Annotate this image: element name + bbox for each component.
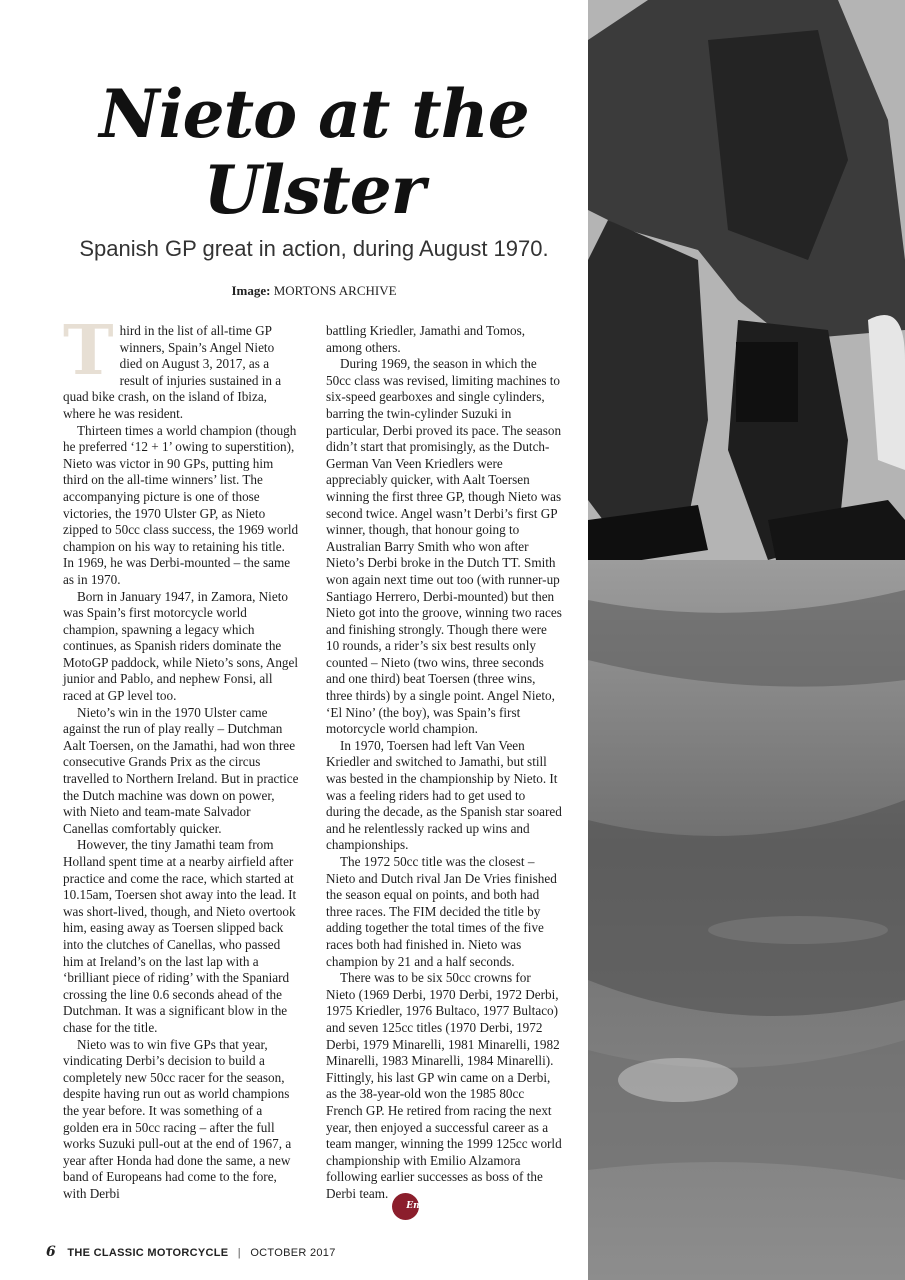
image-credit-label: Image: bbox=[231, 283, 271, 298]
article-paragraph: There was to be six 50cc crowns for Nieto (1969 Derbi, 1970 Derbi, 1972 Derbi, 1975 Kriedler, 1976 Bultaco, 1977 Bultaco) and seven 125cc titles (1970 Derbi, 1972 Derbi, 1979 Minarelli, 1981 Minarelli, 1982 Minarelli, 1983 Minarelli, 1984 Minarelli). Fittingly, his last GP win came on a Derbi, as the 38-year-old won the 1985 80cc French GP. He retired from racing the next year, then enjoyed a successful career as a team manger, winning the 1999 125cc world championship with Emilio Alzamora following earlier successes as boss of the Derbi team.End bbox=[326, 970, 562, 1220]
page-footer bbox=[46, 1244, 336, 1260]
image-credit bbox=[40, 283, 588, 299]
article-paragraph: Third in the list of all-time GP winners, Spain’s Angel Nieto died on August 3, 2017, as a result of injuries sustained in a quad bike crash, on the island of Ibiza, where he was resident. bbox=[63, 311, 282, 421]
title-line-1: Nieto at the bbox=[99, 75, 529, 153]
race-photo-illustration bbox=[588, 0, 905, 1280]
article-paragraph: In 1970, Toersen had left Van Veen Kriedler and switched to Jamathi, but still was bested in the championship by Nieto. It was a feeling riders had to get used to during the decade, as the Spanish star soared and he relentlessly racked up wins and championships. bbox=[326, 737, 562, 853]
article-paragraph: During 1969, the season in which the 50cc class was revised, limiting machines to six-speed gearboxes and single cylinders, barring the twin-cylinder Suzuki in particular, Derbi proved its pace. The season didn’t start that promisingly, as the Dutch-German Van Veen Kriedlers were appreciably quicker, with Aalt Toersen winning the first three GP, though Nieto was second twice. Angel wasn’t Derbi’s first GP winner, though, that honour going to Australian Barry Smith who won after Nieto’s Derbi broke in the Dutch TT. Smith won again next time out too (with runner-up Santiago Herrero, Derbi-mounted) but then Nieto got into the groove, winning two races and finishing strongly. Though there were 10 rounds, a rider’s six best results only counted – Nieto (two wins, three seconds and one third) beat Toersen (three wins, three thirds) by a single point. Angel Nieto, ‘El Nino’ (the boy), was Spain’s first motorcycle world champion. bbox=[326, 356, 562, 737]
footer-separator: | bbox=[237, 1247, 241, 1259]
article-paragraph: battling Kriedler, Jamathi and Tomos, among others. bbox=[326, 323, 526, 355]
article-column-2 bbox=[326, 323, 562, 1220]
title-line-2: Ulster bbox=[203, 151, 425, 229]
article-column-1 bbox=[63, 311, 299, 1202]
end-mark-icon: End bbox=[392, 1193, 419, 1220]
article-paragraph: Thirteen times a world champion (though he preferred ‘12 + 1’ owing to superstition), Nieto was victor in 90 GPs, putting him third on the all-time winners’ list. The accompanying picture is one of those victories, the 1970 Ulster GP, as Nieto zipped to 50cc class success, the 1969 world champion on his way to retaining his title. In 1969, he was Derbi-mounted – the same as in 1970. bbox=[63, 422, 299, 587]
magazine-name: THE CLASSIC MOTORCYCLE bbox=[67, 1247, 229, 1259]
issue-date: OCTOBER 2017 bbox=[250, 1247, 336, 1259]
page-title bbox=[40, 76, 588, 228]
drop-cap: T bbox=[63, 311, 114, 391]
page-number: 6 bbox=[46, 1244, 57, 1260]
race-photo bbox=[588, 0, 905, 1280]
article-paragraph: The 1972 50cc title was the closest – Nieto and Dutch rival Jan De Vries finished the season equal on points, and both had three races. The FIM decided the title by adding together the total times of the five races both had finished in. Nieto was champion by 21 and a half seconds. bbox=[326, 854, 557, 969]
standfirst: Spanish GP great in action, during August 1970. bbox=[79, 236, 549, 261]
article-paragraph: Nieto’s win in the 1970 Ulster came against the run of play really – Dutchman Aalt Toersen, on the Jamathi, had won three consecutive Grands Prix as the circus travelled to Northern Ireland. But in practice the Dutch machine was down on power, with Nieto and team-mate Salvador Canellas comfortably quicker. bbox=[63, 704, 299, 836]
article-paragraph: Nieto was to win five GPs that year, vindicating Derbi’s decision to build a completely new 50cc racer for the season, despite having run out as world champions the year before. It was something of a golden era in 50cc racing – after the full works Suzuki pull-out at the end of 1967, a year after Honda had done the same, a new band of Europeans had come to the fore, with Derbi bbox=[63, 1036, 292, 1201]
article-paragraph: Born in January 1947, in Zamora, Nieto was Spain’s first motorcycle world champion, spawning a legacy which continues, as Spanish riders dominate the MotoGP paddock, while Nieto’s sons, Angel junior and Pablo, and nephew Fonsi, all raced at GP level too. bbox=[63, 588, 299, 704]
image-credit-source: MORTONS ARCHIVE bbox=[273, 283, 397, 298]
article-paragraph: However, the tiny Jamathi team from Holland spent time at a nearby airfield after practice and come the race, which started at 10.15am, Toersen shot away into the lead. It was short-lived, though, and Nieto overtook him, easing away as Toersen slipped back into the clutches of Canellas, who passed him at Ireland’s on the last lap with a ‘brilliant piece of riding’ with the Spaniard crossing the line 0.6 seconds ahead of the Dutchman. It was a significant blow in the chase for the title. bbox=[63, 837, 297, 1035]
